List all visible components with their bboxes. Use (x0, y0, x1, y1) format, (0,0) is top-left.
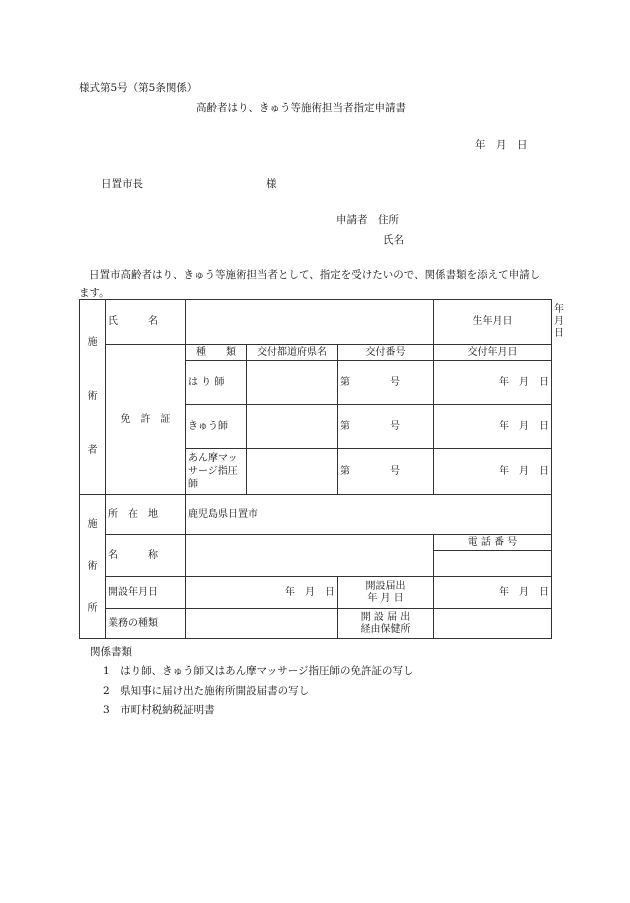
name-field[interactable] (186, 300, 434, 345)
clinic-name-label: 名 称 (106, 535, 186, 577)
license-label: 免 許 証 (106, 345, 186, 495)
location-label: 所 在 地 (106, 495, 186, 535)
clinic-name-field[interactable] (186, 535, 434, 577)
license-prefecture-field[interactable] (247, 449, 338, 495)
license-number-header: 交付番号 (338, 345, 434, 361)
related-documents-heading: 関係書類 (90, 646, 132, 658)
related-document-item: 1 はり師、きゅう師又はあん摩マッサージ指圧師の免許証の写し (103, 665, 414, 677)
applicant-address-label: 申請者 住所 (336, 214, 399, 226)
clinic-group-label: 施 術 所 (80, 495, 106, 639)
license-prefecture-field[interactable] (247, 361, 338, 405)
health-center-field[interactable] (434, 609, 552, 639)
opening-notice-label: 開設届出 年 月 日 (338, 577, 434, 609)
license-date-field[interactable]: 年 月 日 (434, 361, 552, 405)
phone-label: 電 話 番 号 (434, 535, 552, 551)
opening-notice-date-field[interactable]: 年 月 日 (434, 577, 552, 609)
opening-date-label: 開設年月日 (106, 577, 186, 609)
submission-date: 年 月 日 (475, 139, 528, 151)
applicant-name-label: 氏名 (383, 234, 404, 246)
license-type-anma: あん摩マッサージ指圧師 (186, 449, 247, 495)
license-date-header: 交付年月日 (434, 345, 552, 361)
health-center-label: 開 設 届 出 経由保健所 (338, 609, 434, 639)
honorific: 様 (266, 178, 277, 190)
practitioner-group-label: 施 術 者 (80, 300, 106, 495)
license-prefecture-header: 交付都道府県名 (247, 345, 338, 361)
license-number-field[interactable]: 第 号 (338, 361, 434, 405)
addressee: 日置市長 (101, 178, 143, 190)
opening-date-field[interactable]: 年 月 日 (186, 577, 338, 609)
license-number-field[interactable]: 第 号 (338, 405, 434, 449)
name-label: 氏 名 (106, 300, 186, 345)
license-date-field[interactable]: 年 月 日 (434, 449, 552, 495)
location-field[interactable]: 鹿児島県日置市 (186, 495, 552, 535)
birth-date-label: 生年月日 (434, 300, 552, 345)
business-type-label: 業務の種類 (106, 609, 186, 639)
application-table: 施 術 者 氏 名 生年月日 年 月 日 免 許 証 種 類 交付都道府県名 交付番号 交付年月日 は り 師 第 号 年 月 日 きゅう師 第 号 年 月 日 あん摩マッサージ指圧師 第 号 年 月 日 施 術 所 所 在 地 鹿児島県日置市 名 称 電 話 番 号 開設年月日 年 月 日 開設届出 年 月 日 年 月 日 業務の種類 開 設 届 出 経由保健所 (79, 299, 552, 639)
related-document-item: 2 県知事に届け出た施術所開設届書の写し (103, 685, 310, 697)
license-type-kyu: きゅう師 (186, 405, 247, 449)
form-title: 高齢者はり、きゅう等施術担当者指定申請書 (196, 102, 406, 114)
related-document-item: 3 市町村税納税証明書 (103, 704, 215, 716)
license-type-hari: は り 師 (186, 361, 247, 405)
license-type-header: 種 類 (186, 345, 247, 361)
phone-field[interactable] (434, 551, 552, 577)
license-number-field[interactable]: 第 号 (338, 449, 434, 495)
license-prefecture-field[interactable] (247, 405, 338, 449)
form-id: 様式第5号（第5条関係） (79, 82, 198, 94)
business-type-field[interactable] (186, 609, 338, 639)
application-statement: 日置市高齢者はり、きゅう等施術担当者として、指定を受けたいので、関係書類を添えて申請します。 (79, 269, 541, 299)
license-date-field[interactable]: 年 月 日 (434, 405, 552, 449)
